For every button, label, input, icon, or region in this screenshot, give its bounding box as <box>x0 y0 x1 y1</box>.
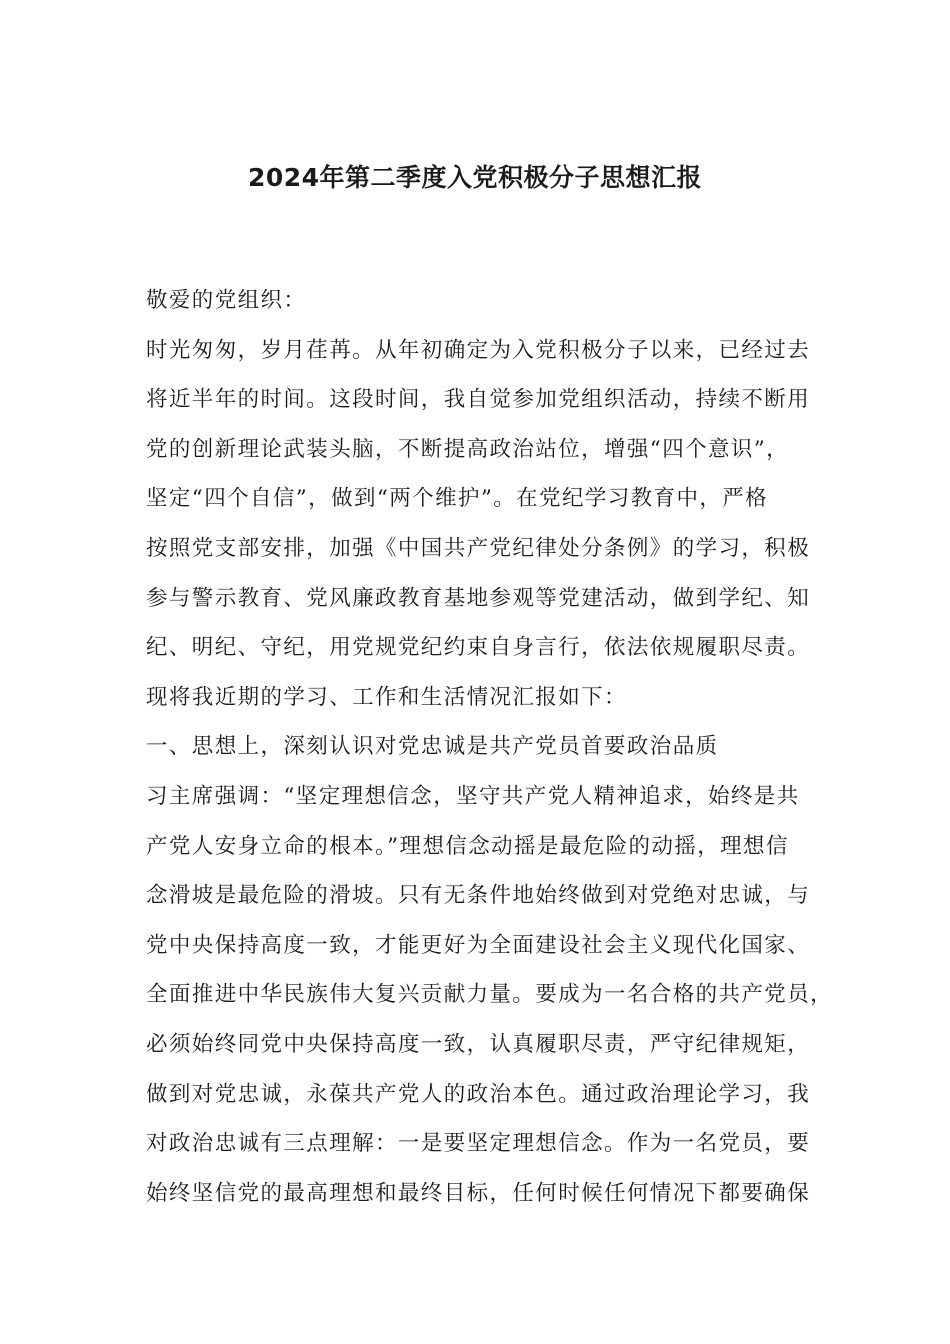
body-line: 对政治忠诚有三点理解：一是要坚定理想信念。作为一名党员，要 <box>146 1131 811 1157</box>
body-line: 党的创新理论武装头脑，不断提高政治站位，增强“四个意识”， <box>146 436 790 462</box>
body-line: 坚定“四个自信”，做到“两个维护”。在党纪学习教育中，严格 <box>146 486 769 512</box>
body-line: 始终坚信党的最高理想和最终目标，任何时候任何情况下都要确保 <box>146 1180 811 1206</box>
body-line: 必须始终同党中央保持高度一致，认真履职尽责，严守纪律规矩， <box>146 1031 811 1057</box>
section-heading: 一、思想上，深刻认识对党忠诚是共产党员首要政治品质 <box>146 734 719 760</box>
document-body <box>146 282 834 1224</box>
body-line: 党中央保持高度一致，才能更好为全面建设社会主义现代化国家、 <box>146 932 811 958</box>
body-line: 按照党支部安排，加强《中国共产党纪律处分条例》的学习，积极 <box>146 535 811 561</box>
document-title: 2024年第二季度入党积极分子思想汇报 <box>247 163 703 192</box>
body-line: 参与警示教育、党风廉政教育基地参观等党建活动，做到学纪、知 <box>146 585 811 611</box>
body-line: 纪、明纪、守纪，用党规党纪约束自身言行，依法依规履职尽责。 <box>146 635 811 661</box>
body-line: 全面推进中华民族伟大复兴贡献力量。要成为一名合格的共产党员， <box>146 982 834 1008</box>
body-line: 做到对党忠诚，永葆共产党人的政治本色。通过政治理论学习，我 <box>146 1081 811 1107</box>
salutation-line: 敬爱的党组织： <box>146 288 307 313</box>
body-line: 习主席强调：“坚定理想信念，坚守共产党人精神追求，始终是共 <box>146 783 800 809</box>
body-line: 念滑坡是最危险的滑坡。只有无条件地始终做到对党绝对忠诚，与 <box>146 883 811 909</box>
body-line: 产党人安身立命的根本。”理想信念动摇是最危险的动摇，理想信 <box>146 833 789 859</box>
body-line: 将近半年的时间。这段时间，我自觉参加党组织活动，持续不断用 <box>146 387 811 413</box>
body-line: 时光匆匆，岁月荏苒。从年初确定为入党积极分子以来，已经过去 <box>146 337 811 363</box>
body-line: 现将我近期的学习、工作和生活情况汇报如下： <box>146 684 627 710</box>
